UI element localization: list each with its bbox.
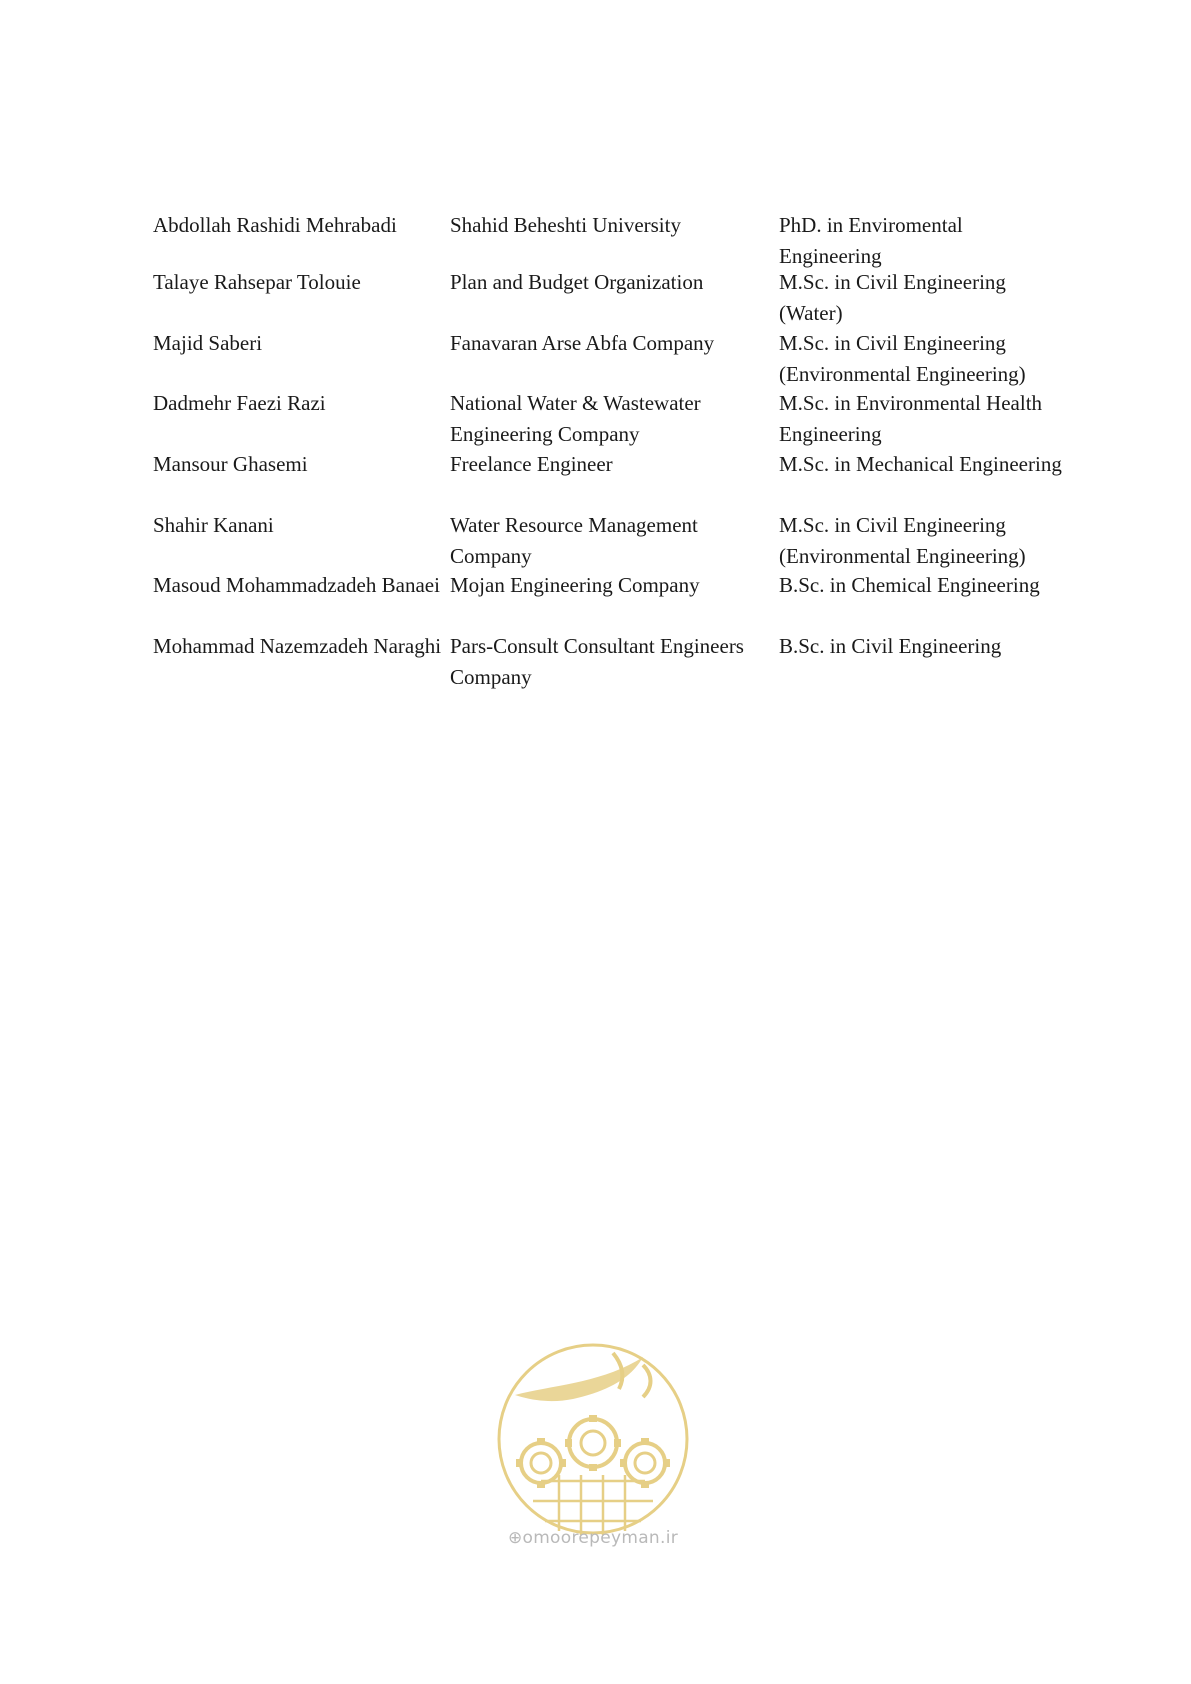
globe-icon: ⊕ xyxy=(507,1528,523,1548)
member-name: Dadmehr Faezi Razi xyxy=(153,391,326,415)
watermark-logo xyxy=(493,1335,693,1543)
member-name: Majid Saberi xyxy=(153,331,263,355)
member-organization: Shahid Beheshti University xyxy=(450,213,681,237)
member-organization: Pars-Consult Consultant Engineers Company xyxy=(450,634,744,689)
member-organization: Water Resource Management Company xyxy=(450,513,698,568)
member-organization: Fanavaran Arse Abfa Company xyxy=(450,331,715,355)
table-row xyxy=(153,388,1073,449)
member-degree: M.Sc. in Civil Engineering (Water) xyxy=(779,270,1006,325)
member-name: Masoud Mohammadzadeh Banaei xyxy=(153,573,440,597)
member-organization: Plan and Budget Organization xyxy=(450,270,704,294)
member-degree: M.Sc. in Environmental Health Engineering xyxy=(779,391,1043,446)
member-degree: M.Sc. in Civil Engineering (Environmental Engineering) xyxy=(779,331,1026,386)
table-row xyxy=(153,449,1073,510)
table-row xyxy=(153,267,1073,328)
member-degree: M.Sc. in Civil Engineering (Environmental Engineering) xyxy=(779,513,1026,568)
member-name: Abdollah Rashidi Mehrabadi xyxy=(153,213,397,237)
member-organization: Mojan Engineering Company xyxy=(450,573,700,597)
member-degree: B.Sc. in Civil Engineering xyxy=(779,634,1002,658)
watermark-site xyxy=(483,1528,703,1548)
members-table xyxy=(153,210,1073,692)
table-row xyxy=(153,510,1073,570)
member-degree: M.Sc. in Mechanical Engineering xyxy=(779,452,1062,476)
member-organization: Freelance Engineer xyxy=(450,452,613,476)
table-row xyxy=(153,210,1073,267)
member-name: Shahir Kanani xyxy=(153,513,274,537)
member-name: Mansour Ghasemi xyxy=(153,452,308,476)
member-degree: B.Sc. in Chemical Engineering xyxy=(779,573,1040,597)
table-row xyxy=(153,328,1073,388)
member-degree: PhD. in Enviromental Engineering xyxy=(779,213,963,268)
member-name: Talaye Rahsepar Tolouie xyxy=(153,270,361,294)
site-text: omoorepeyman.ir xyxy=(522,1528,679,1548)
member-name: Mohammad Nazemzadeh Naraghi xyxy=(153,634,442,658)
member-organization: National Water & Wastewater Engineering Company xyxy=(450,391,701,446)
table-row xyxy=(153,570,1073,631)
seal-logo-icon xyxy=(493,1335,693,1543)
table-row xyxy=(153,631,1073,692)
